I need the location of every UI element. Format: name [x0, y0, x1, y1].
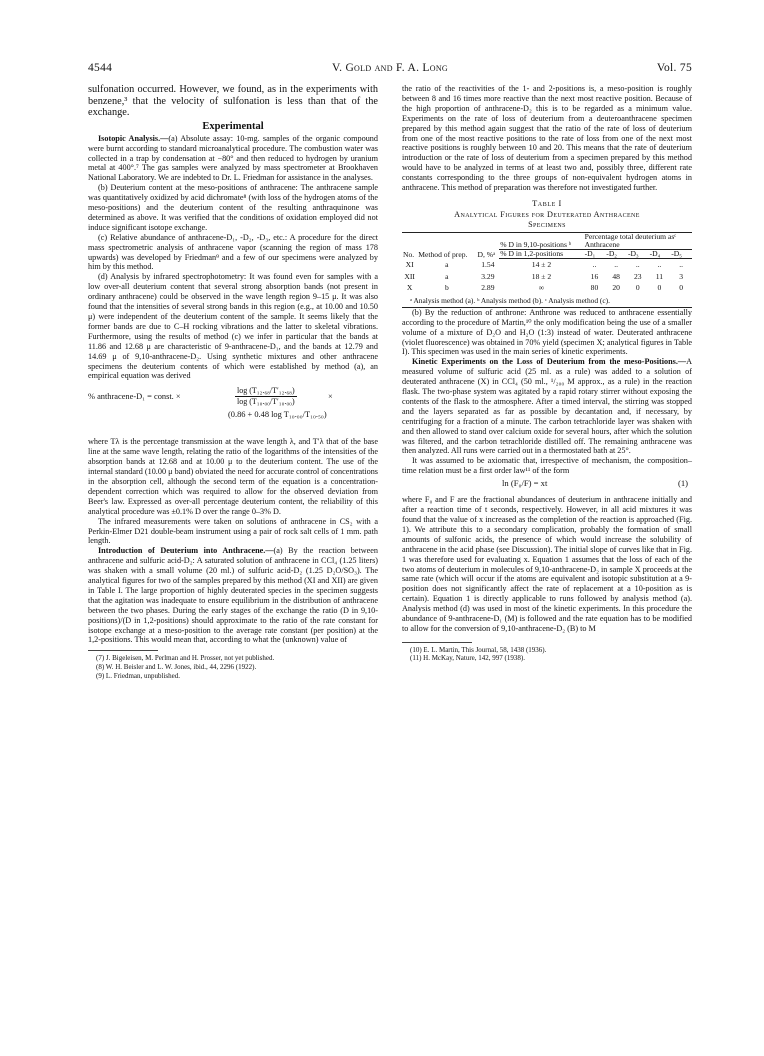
cell-method: a — [445, 260, 449, 270]
table-header-ratio-top: % D in 9,10-positions ᵇ — [499, 232, 583, 249]
footnote-9: (9) L. Friedman, unpublished. — [96, 671, 180, 680]
analytical-figures-table — [402, 232, 692, 294]
equation-correction-term: (0.86 + 0.48 log T₁₀.₀₀/T₁₀.₅₀) — [228, 410, 327, 420]
table-notes: ᵃ Analysis method (a). ᵇ Analysis method (b). ᶜ Analysis method (c). — [410, 295, 610, 305]
cell-d: 3.29 — [481, 271, 495, 281]
cell-ratio: 18 ± 2 — [531, 271, 552, 281]
empirical-equation — [88, 386, 378, 434]
anthrone-reduction-paragraph: (b) By the reduction of anthrone: Anthrone was reduced to anthracene essentially according to the procedure of Martin,¹⁰ the only modification being the use of a smaller volume of a mixture of D₂O and H₂O (1:3) instead of water. Deuterated anthracene (violet fluorescence) was obtained in 70% yield (specimen X; analytical figures in Table I). This specimen was used in the main series of kinetic experiments. — [402, 307, 692, 357]
table-header-anthracene: Anthracene — [584, 241, 692, 250]
table-header-d3: -D₃ — [627, 250, 649, 259]
introduction-deuterium-heading: Introduction of Deuterium into Anthracene.— — [98, 546, 274, 556]
footnote-11: (11) H. McKay, Nature, 142, 997 (1938). — [410, 654, 525, 663]
cell-d1: 16 — [590, 271, 599, 281]
table-row — [402, 271, 692, 283]
meso-deuterium-paragraph: (b) Deuterium content at the meso-positions of anthracene: The anthracene sample was quantitatively oxidized by acid dichromate⁸ (with loss of the hydrogen atoms of the meso-positions) and the deuterium content of the resulting anthraquinone was determined as above. It was verified that the conditions of oxidation employed did not induce significant isotope exchange. — [88, 183, 378, 232]
table-label: Table I — [532, 198, 562, 208]
infrared-analysis-paragraph: (d) Analysis by infrared spectrophotometry: It was found even for samples with a low over-all deuterium content that several strong absorption bands (not present in ordinary anthracene) could be observed in the wave length region 9–15 μ. It was also found that the intensities of several strong bands in this region (e.g., at 10.00 and 10.50 μ) were independent of the deuterium content of the sample. It seems likely that the former bands are due to C–H rocking vibrations and the latter to skeletal vibrations. Furthermore, using the results of method (c) we infer in particular that the bands at 11.86 and 12.68 μ are characteristic of 9-anthracene-D₁, and the bands at 12.79 and 14.69 μ of 9,10-anthracene-D₂. Using synthetic mixtures and other anthracene specimens the deuterium contents of which were established by method (a), an empirical equation was derived — [88, 272, 378, 381]
equation-number: (1) — [677, 478, 688, 489]
experimental-heading: Experimental — [202, 120, 264, 132]
infrared-measurements-paragraph: The infrared measurements were taken on solutions of anthracene in CS₂ with a Perkin-Elmer D21 double-beam instrument using a pair of rock salt cells of 1 mm. path length. — [88, 516, 378, 546]
table-header-percentage: Percentage total deuterium asᶜ — [584, 231, 677, 241]
table-row — [402, 282, 692, 294]
introduction-deuterium-text: (a) By the reaction between anthracene and sulfuric acid-D₂: A saturated solution of anthracene in CCl₄ (1.25 liters) was shaken with a small volume (20 ml.) of sulfuric acid-D₂ (1.25 D₂O/SO₃). The analytical figures for two of the samples prepared by this method (XI and XII) are given in Table I. The large proportion of highly deuterated species in the specimen suggests that the agitation was inadequate to ensure equilibrium in the distribution of anthracene between the two phases. During the early stages of the exchange the ratio (D in 9,10-positions)/(D in 1,2-positions) should approximate to the ratio of the rate constant for isotope exchange at a meso-position to the average rate constant (per position) at the 1,2-positions. This would mean that, according to what the (unknown) value of — [88, 546, 378, 645]
cell-d2: .. — [614, 260, 619, 270]
axiomatic-paragraph: It was assumed to be axiomatic that, irrespective of mechanism, the composition–time relation must be a first order law¹¹ of the form — [402, 456, 692, 476]
cell-d4: .. — [657, 260, 662, 270]
table-row — [402, 259, 692, 271]
cell-d4: 0 — [657, 283, 662, 293]
first-order-equation — [402, 479, 692, 492]
footnote-rule — [88, 650, 158, 651]
cell-d2: 48 — [612, 271, 620, 281]
table-header-no: No. — [403, 249, 415, 259]
equation-denominator: log (T₁₀.₀₀/T′₁₀.₀₀) — [237, 397, 295, 407]
isotopic-analysis-text: (a) Absolute assay: 10-mg. samples of the organic compound were burnt according to standard microanalytical procedure. The combustion water was collected in a trap by condensation at −80° and then reduced to hydrogen by uranium metal at 400°.⁷ The gas samples were analyzed by mass spectrometer at Brookhaven National Laboratory. We are indebted to Dr. L. Friedman for assistance in the analyses. — [88, 133, 378, 183]
table-header-d: D, %ᵃ — [477, 249, 496, 259]
rate-discussion-paragraph: where F₀ and F are the fractional abundances of deuterium in anthracene initially and after a reaction time of t seconds, respectively. However, in all acid mixtures it was found that the value of x increased as the completion of the reaction is approached (Fig. 1). We attribute this to a secondary complication, probably the formation of small amounts of sulfonic acids, the presence of which would increase the solubility of anthracene in the acid phase (see Discussion). The initial slope of curves like that in Fig. 1 was therefore used for evaluating x. Equation 1 assumes that the loss of each of the two atoms of deuterium in molecules of 9,10-anthracene-D₂ in sample X proceeds at the same rate (which will occur if the atoms are equivalent and isotopic substitution at a 9-position does not significantly affect the rate of replacement at a 10-position as is certain). Equation 1 is directly applicable to runs followed by analysis method (a). Analysis method (d) was used in most of the kinetic experiments. In this procedure the abundance of 9-anthracene-D₁ (M) is followed and the rate equation has to be modified to allow for the conversion of 9,10-anthracene-D₂ (B) to M — [402, 495, 692, 633]
equation-explanation: where Tλ is the percentage transmission at the wave length λ, and T′λ that of the base line at the same wave length, relating the ratio of the logarithms of the intensities of the absorption bands at 12.68 and at 10.00 μ to the deuterium content. The use of the internal standard (10.00 μ band) obviated the need for accurate control of concentrations in the absorption cell, although the second term of the equation is a concentration-dependent correction which was required to allow for the observed deviation from Beer's law. Expressed as over-all percentage deuterium content, the reliability of this analytical procedure was ±0.1% D over the range 0–3% D. — [88, 437, 378, 516]
cell-d5: 0 — [679, 283, 683, 293]
table-header-ratio-bottom: % D in 1,2-positions — [499, 250, 583, 259]
kinetic-experiments-heading: Kinetic Experiments on the Loss of Deuterium from the meso-Positions.— — [412, 357, 687, 367]
isotopic-analysis-paragraph — [88, 134, 378, 184]
footnote-10: (10) E. L. Martin, This Journal, 58, 1438 (1936). — [410, 645, 547, 654]
cell-method: b — [444, 283, 449, 293]
table-header-d4: -D₄ — [649, 250, 671, 259]
cell-d3: 0 — [635, 283, 640, 293]
relative-abundance-paragraph: (c) Relative abundance of anthracene-D₁, -D₂, -D₃, etc.: A procedure for the direct mass spectrometric analysis of anthracene vapor (scanning the region of mass 178 upwards) was developed by Friedman⁹ and a few of our specimens were analyzed by him by this method. — [88, 232, 378, 272]
table-header-d5: -D₅ — [670, 250, 692, 259]
isotopic-analysis-heading: Isotopic Analysis.— — [98, 133, 169, 143]
table-header-d1: -D₁ — [584, 250, 606, 259]
page-number: 4544 — [88, 62, 113, 74]
right-column — [402, 84, 692, 663]
cell-d3: .. — [635, 260, 640, 270]
cell-d1: .. — [592, 260, 597, 270]
footnote-8: (8) W. H. Beisler and L. W. Jones, ibid., 44, 2296 (1922). — [96, 662, 257, 671]
equation-times: × — [328, 392, 333, 402]
cell-ratio: ∞ — [538, 283, 545, 293]
equation-numerator: log (T₁₂.₆₈/T′₁₂.₆₈) — [237, 386, 295, 396]
volume-label: Vol. 75 — [656, 62, 692, 74]
cell-d2: 20 — [612, 283, 620, 293]
table-title-line2: Specimens — [528, 219, 566, 229]
intro-paragraph: sulfonation occurred. However, we found, as in the experiments with benzene,³ that the velocity of sulfonation is less than that of the exchange. — [88, 84, 378, 119]
table-header-method: Method of prep. — [418, 249, 468, 259]
introduction-deuterium-paragraph — [88, 546, 378, 645]
cell-d5: .. — [679, 260, 683, 270]
cell-d: 1.54 — [481, 260, 495, 270]
equation-fraction — [235, 386, 297, 407]
running-authors: V. Gold and F. A. Long — [331, 62, 448, 74]
kinetic-experiments-text: A measured volume of sulfuric acid (25 ml. as a rule) was added to a solution of deuterated anthracene (X) in CCl₄ (50 ml., ¹/₂₀₀ M approx., as a rule) in the reaction flask. The two-phase system was agitated by a rapid rotary stirrer without exposing the contents of the flask to the atmosphere. After a timed interval, the stirring was stopped and the layers separated as far as possible by decantation and, if necessary, by centrifuging for a fraction of a minute. The carbon tetrachloride layer was shaken with and then allowed to stand over calcium oxide for several hours, after which the solution was filtered, and the carbon tetrachloride distilled off. The remaining anthracene was then analyzed. All runs were carried out in a thermostated bath at 25°. — [402, 357, 692, 456]
cell-d3: 23 — [633, 271, 642, 281]
left-column — [88, 84, 378, 680]
cell-ratio: 14 ± 2 — [531, 260, 552, 270]
cell-no: XI — [405, 260, 414, 270]
equation-formula: ln (F₀/F) = xt — [502, 478, 548, 489]
equation-lhs: % anthracene-D₁ = const. × — [88, 392, 181, 402]
cell-d: 2.89 — [481, 283, 495, 293]
cell-d5: 3 — [679, 271, 683, 281]
cell-d4: 11 — [655, 271, 664, 281]
cell-method: a — [445, 271, 449, 281]
footnote-7: (7) J. Bigeleisen, M. Perlman and H. Prosser, not yet published. — [96, 654, 275, 663]
cell-d1: 80 — [590, 283, 599, 293]
table-title-line1: Analytical Figures for Deuterated Anthracene — [454, 209, 640, 219]
cell-no: XII — [404, 271, 415, 281]
kinetic-experiments-paragraph — [402, 357, 692, 456]
footnote-rule — [402, 642, 472, 643]
page-header — [88, 62, 692, 78]
table-header-d2: -D₂ — [605, 250, 627, 259]
cell-no: X — [406, 283, 413, 293]
ratio-paragraph: the ratio of the reactivities of the 1- and 2-positions is, a meso-position is roughly between 8 and 16 times more reactive than the next most reactive position. Because of the high proportion of anthracene-D₂ this is to be regarded as a minimum value. Experiments on the rate of loss of deuterium from a deuteroanthracene specimen prepared by this method again suggest that the ratio of the rate of loss of deuterium from one of the most reactive positions to the rate of loss from one of the next most reactive positions is roughly between 10 and 20. This means that the rate of deuterium introduction or the rate of loss of deuterium from a specimen prepared by this method would have to be analyzed in terms of at least two and, possibly three, different rate constants corresponding to the three groups of non-equivalent hydrogen atoms in anthracene. This method of preparation was therefore not investigated further. — [402, 84, 692, 193]
